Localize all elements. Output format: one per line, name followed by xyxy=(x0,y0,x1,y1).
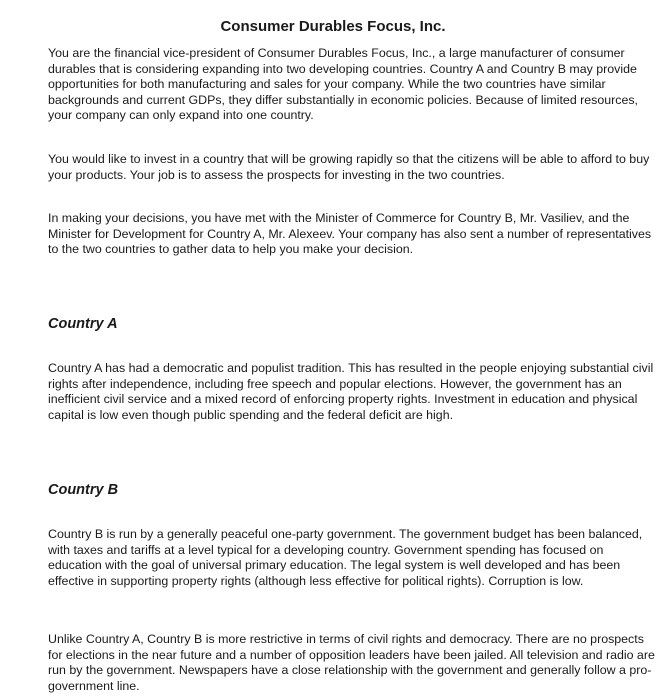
country-b-paragraph-1: Country B is run by a generally peaceful one-party government. The government budget has been balanced, with taxes and tariffs at a level typical for a developing country. Government spending has focused on education with the goal of universal primary education. The legal system is well developed and has been effective in supporting property rights (although less effective for political rights). Corruption is low. xyxy=(48,527,643,588)
country-a-paragraph: Country A has had a democratic and populist tradition. This has resulted in the people enjoying substantial civil rights after independence, including free speech and popular elections. However, the government has an inefficient civil service and a mixed record of enforcing property rights. Investment in education and physical capital is low even though public spending and the federal deficit are high. xyxy=(48,361,654,422)
country-b-paragraph-2: Unlike Country A, Country B is more restrictive in terms of civil rights and democracy. There are no prospects for elections in the near future and a number of opposition leaders have been jailed. All television and radio are run by the government. Newspapers have a close relationship with the government and generally follow a pro-government line. xyxy=(48,632,655,693)
document-title: Consumer Durables Focus, Inc. xyxy=(220,18,446,35)
intro-paragraph-2: You would like to invest in a country that will be growing rapidly so that the citizens will be able to afford to buy your products. Your job is to assess the prospects for investing in the two countries. xyxy=(48,152,650,182)
country-a-heading: Country A xyxy=(48,316,118,332)
intro-paragraph-1: You are the financial vice-president of Consumer Durables Focus, Inc., a large manufacturer of consumer durables that is considering expanding into two developing countries. Country A and Country B may provide opportunities for both manufacturing and sales for your company. While the two countries have similar backgrounds and current GDPs, they differ substantially in economic policies. Because of limited resources, your company can only expand into one country. xyxy=(48,46,638,122)
country-b-heading: Country B xyxy=(48,482,119,498)
intro-paragraph-3: In making your decisions, you have met with the Minister of Commerce for Country B, Mr. Vasiliev, and the Minister for Development for Country A, Mr. Alexeev. Your company has also sent a number of representatives to the two countries to gather data to help you make your decision. xyxy=(48,211,652,256)
